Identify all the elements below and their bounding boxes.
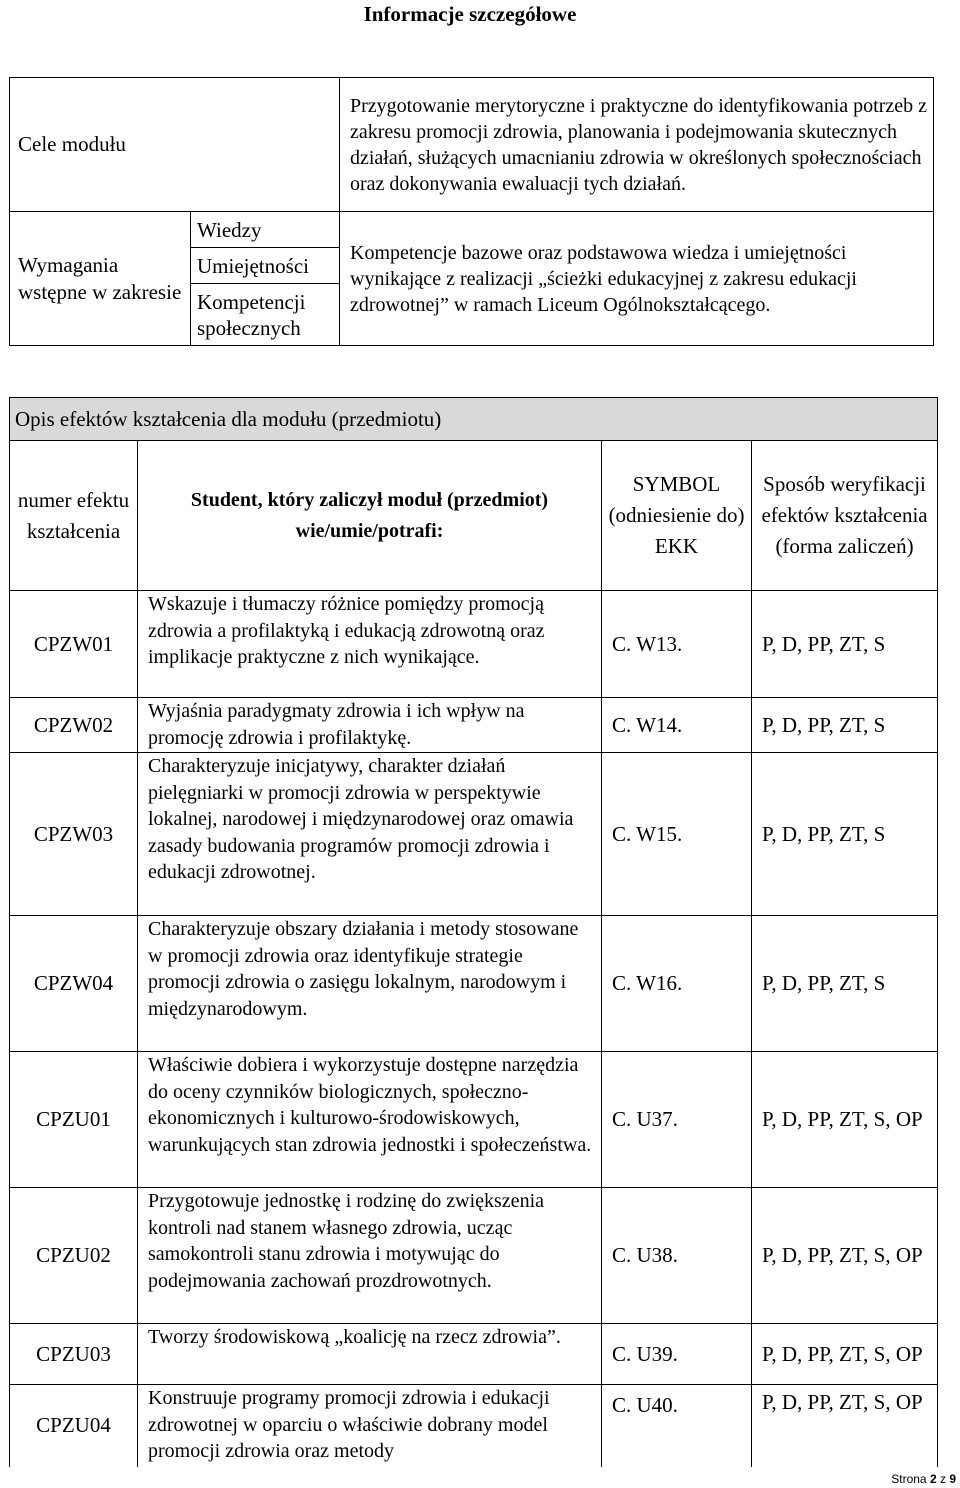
effect-description: Konstruuje programy promocji zdrowia i edukacji zdrowotnej w oparciu o właściwie dobrany model promocji zdrowia oraz metody xyxy=(138,1385,602,1467)
page-label: Strona xyxy=(891,1472,930,1486)
page-separator: z xyxy=(936,1472,950,1486)
effect-code: CPZW04 xyxy=(10,916,138,1052)
col-student-header: Student, który zaliczył moduł (przedmiot) wie/umie/potrafi: xyxy=(138,441,602,591)
requirements-text: Kompetencje bazowe oraz podstawowa wiedza i umiejętności wynikające z realizacji „ścieżki edukacyjnej z zakresu edukacji zdrowotnej” w ramach Liceum Ogólnokształcącego. xyxy=(340,212,934,346)
effect-code: CPZU01 xyxy=(10,1052,138,1188)
table-row xyxy=(10,1188,938,1324)
table-row xyxy=(10,753,938,916)
goals-text: Przygotowanie merytoryczne i praktyczne do identyfikowania potrzeb z zakresu promocji zdrowia, planowania i podejmowania skutecznych działań, służących umacnianiu zdrowia w określonych społecznościach oraz dokonywania ewaluacji tych działań. xyxy=(340,78,934,212)
effect-description: Charakteryzuje inicjatywy, charakter działań pielęgniarki w promocji zdrowia w perspektywie lokalnej, narodowej i międzynarodowej oraz omawia zasady budowania programów promocji zdrowia i edukacji zdrowotnej. xyxy=(138,753,602,916)
effect-verification: P, D, PP, ZT, S, OP xyxy=(752,1052,938,1188)
effect-symbol: C. W13. xyxy=(602,591,752,698)
effect-code: CPZW03 xyxy=(10,753,138,916)
effect-code: CPZU04 xyxy=(10,1385,138,1467)
table-row xyxy=(10,1052,938,1188)
effect-verification: P, D, PP, ZT, S, OP xyxy=(752,1188,938,1324)
effect-code: CPZW02 xyxy=(10,698,138,753)
effect-symbol: C. U39. xyxy=(602,1324,752,1385)
req-knowledge: Wiedzy xyxy=(191,212,340,248)
effect-description: Wyjaśnia paradygmaty zdrowia i ich wpływ na promocję zdrowia i profilaktykę. xyxy=(138,698,602,753)
table-row xyxy=(10,591,938,698)
module-info-table xyxy=(9,77,934,346)
col-number-header: numer efektu kształcenia xyxy=(10,441,138,591)
table-row xyxy=(10,916,938,1052)
effect-symbol: C. W14. xyxy=(602,698,752,753)
req-competences: Kompetencji społecznych xyxy=(191,284,340,346)
total-pages: 9 xyxy=(949,1472,956,1486)
effects-table xyxy=(9,397,938,1467)
req-skills: Umiejętności xyxy=(191,248,340,284)
table-row xyxy=(10,1324,938,1385)
effect-symbol: C. U40. xyxy=(602,1385,752,1467)
requirements-label: Wymagania wstępne w zakresie xyxy=(10,212,191,346)
effect-verification: P, D, PP, ZT, S, OP xyxy=(752,1385,938,1467)
current-page: 2 xyxy=(929,1472,937,1486)
col-symbol-header: SYMBOL (odniesienie do) EKK xyxy=(602,441,752,591)
effect-verification: P, D, PP, ZT, S, OP xyxy=(752,1324,938,1385)
col-method-header: Sposób weryfikacji efektów kształcenia (forma zaliczeń) xyxy=(752,441,938,591)
effect-symbol: C. U37. xyxy=(602,1052,752,1188)
effect-symbol: C. U38. xyxy=(602,1188,752,1324)
effect-code: CPZW01 xyxy=(10,591,138,698)
effect-description: Charakteryzuje obszary działania i metody stosowane w promocji zdrowia oraz identyfikuje strategie promocji zdrowia o zasięgu lokalnym, narodowym i międzynarodowym. xyxy=(138,916,602,1052)
effect-description: Wskazuje i tłumaczy różnice pomiędzy promocją zdrowia a profilaktyką i edukacją zdrowotną oraz implikacje praktyczne z nich wynikające. xyxy=(138,591,602,698)
effect-code: CPZU03 xyxy=(10,1324,138,1385)
effect-verification: P, D, PP, ZT, S xyxy=(752,916,938,1052)
table-row xyxy=(10,1385,938,1467)
page-number xyxy=(891,1472,956,1486)
effect-description: Tworzy środowiskową „koalicję na rzecz zdrowia”. xyxy=(138,1324,602,1385)
effects-section-title: Opis efektów kształcenia dla modułu (przedmiotu) xyxy=(10,398,938,441)
effect-description: Właściwie dobiera i wykorzystuje dostępne narzędzia do oceny czynników biologicznych, społeczno-ekonomicznych i kulturowo-środowiskowych, warunkujących stan zdrowia jednostki i społeczeństwa. xyxy=(138,1052,602,1188)
goals-label: Cele modułu xyxy=(10,78,340,212)
effect-code: CPZU02 xyxy=(10,1188,138,1324)
effect-symbol: C. W15. xyxy=(602,753,752,916)
effect-verification: P, D, PP, ZT, S xyxy=(752,698,938,753)
page-title: Informacje szczegółowe xyxy=(363,2,577,26)
effect-symbol: C. W16. xyxy=(602,916,752,1052)
effect-verification: P, D, PP, ZT, S xyxy=(752,753,938,916)
effect-verification: P, D, PP, ZT, S xyxy=(752,591,938,698)
effect-description: Przygotowuje jednostkę i rodzinę do zwiększenia kontroli nad stanem własnego zdrowia, ucząc samokontroli stanu zdrowia i motywując do podejmowania zachowań prozdrowotnych. xyxy=(138,1188,602,1324)
table-row xyxy=(10,698,938,753)
